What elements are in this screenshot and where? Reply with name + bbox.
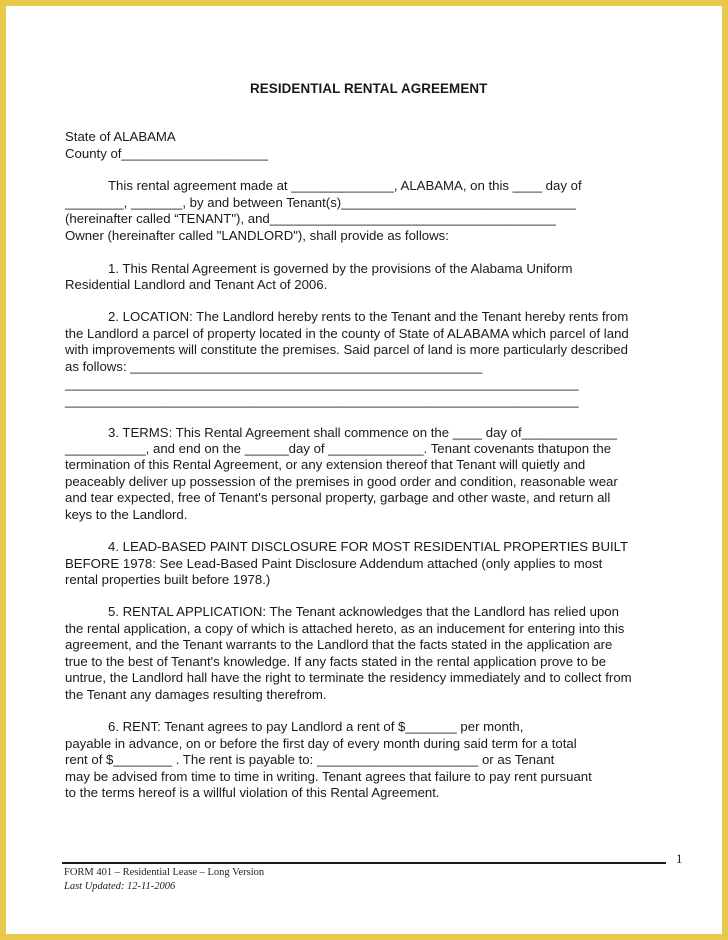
text-line: ______________________________________________________________________ xyxy=(65,393,579,408)
text-line: rent of $________ . The rent is payable to: ______________________ or as Tenant xyxy=(65,752,555,767)
text-line: may be advised from time to time in writing. Tenant agrees that failure to pay rent pursuant xyxy=(65,769,592,784)
text-line: BEFORE 1978: See Lead-Based Paint Disclosure Addendum attached (only applies to most xyxy=(65,556,603,571)
document-title: RESIDENTIAL RENTAL AGREEMENT xyxy=(250,81,488,96)
text-line: peaceably deliver up possession of the premises in good order and condition, reasonable wear xyxy=(65,474,618,489)
text-line: to the terms hereof is a willful violation of this Rental Agreement. xyxy=(65,785,440,800)
text-line: true to the best of Tenant's knowledge. If any facts stated in the rental application prove to be xyxy=(65,654,607,669)
text-line: ________, _______, by and between Tenant(s)________________________________ xyxy=(65,195,576,210)
text-line: rental properties built before 1978.) xyxy=(65,572,271,587)
text-line: Residential Landlord and Tenant Act of 2006. xyxy=(65,277,328,292)
text-line: This rental agreement made at ______________, ALABAMA, on this ____ day of xyxy=(108,178,582,193)
text-line: with improvements will constitute the premises. Said parcel of land is more particularly described xyxy=(65,342,628,357)
text-line: 6. RENT: Tenant agrees to pay Landlord a rent of $_______ per month, xyxy=(108,719,524,734)
text-line: 5. RENTAL APPLICATION: The Tenant acknowledges that the Landlord has relied upon xyxy=(108,604,619,619)
text-line: 3. TERMS: This Rental Agreement shall commence on the ____ day of_____________ xyxy=(108,425,618,440)
text-line: Owner (hereinafter called "LANDLORD"), shall provide as follows: xyxy=(65,228,449,243)
page-number: 1 xyxy=(676,851,683,866)
text-line: keys to the Landlord. xyxy=(65,507,188,522)
text-line: (hereinafter called “TENANT"), and_______________________________________ xyxy=(65,211,556,226)
text-line: 1. This Rental Agreement is governed by the provisions of the Alabama Uniform xyxy=(108,261,573,276)
footer-rule xyxy=(62,862,666,864)
text-line: termination of this Rental Agreement, or any extension thereof that Tenant will quietly and xyxy=(65,457,586,472)
footer-updated-line: Last Updated: 12-11-2006 xyxy=(64,881,176,892)
text-line: ______________________________________________________________________ xyxy=(65,376,579,391)
document-page xyxy=(6,6,722,934)
text-line: County of____________________ xyxy=(65,146,269,161)
footer-form-line: FORM 401 – Residential Lease – Long Version xyxy=(64,867,265,878)
text-line: ___________, and end on the ______day of _____________. Tenant covenants thatupon the xyxy=(65,441,612,456)
text-line: the Tenant any damages resulting therefrom. xyxy=(65,687,327,702)
text-line: payable in advance, on or before the first day of every month during said term for a total xyxy=(65,736,577,751)
text-line: 2. LOCATION: The Landlord hereby rents to the Tenant and the Tenant hereby rents from xyxy=(108,309,629,324)
text-line: the rental application, a copy of which is attached hereto, as an inducement for entering into this xyxy=(65,621,625,636)
text-line: 4. LEAD-BASED PAINT DISCLOSURE FOR MOST RESIDENTIAL PROPERTIES BUILT xyxy=(108,539,629,554)
text-line: the Landlord a parcel of property located in the county of State of ALABAMA which parcel of land xyxy=(65,326,629,341)
text-line: and tear expected, free of Tenant's personal property, garbage and other waste, and return all xyxy=(65,490,611,505)
text-line: State of ALABAMA xyxy=(65,129,176,144)
text-line: as follows: ________________________________________________ xyxy=(65,359,483,374)
text-line: untrue, the Landlord hall have the right to terminate the residency immediately and to collect from xyxy=(65,670,632,685)
text-line: agreement, and the Tenant warrants to the Landlord that the facts stated in the application are xyxy=(65,637,613,652)
